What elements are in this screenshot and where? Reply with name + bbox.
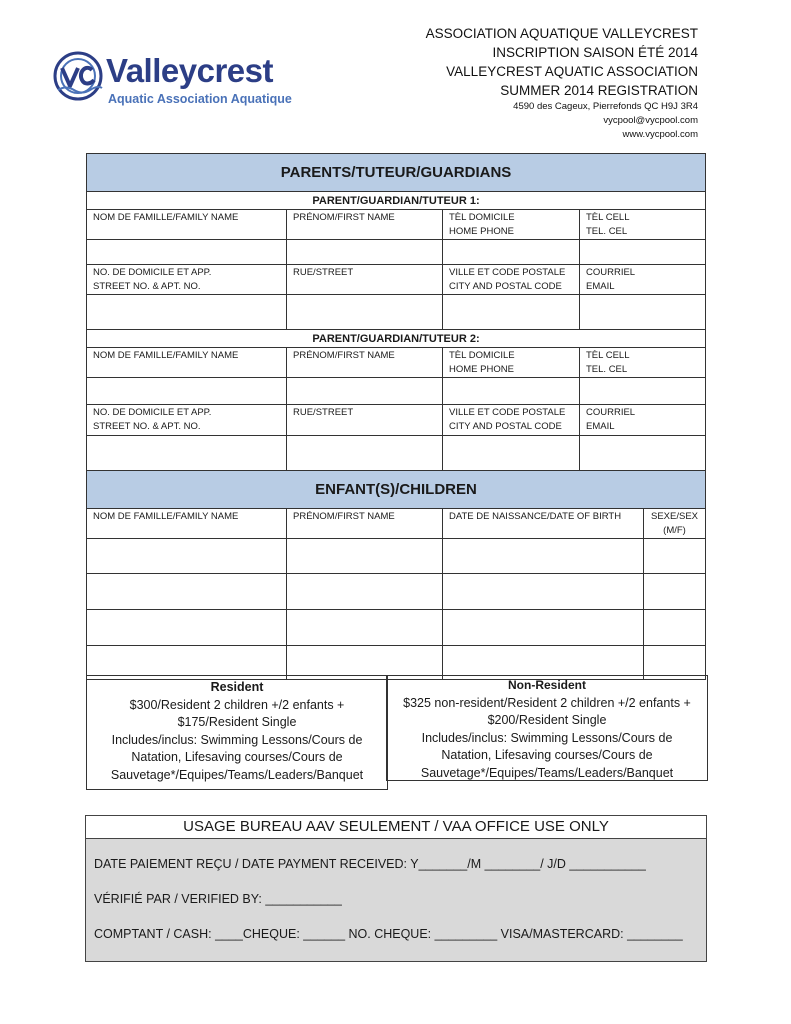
payment-method-line[interactable]: COMPTANT / CASH: ____CHEQUE: ______ NO. CHEQUE: _________ VISA/MASTERCARD: ________	[94, 927, 683, 941]
resident-fee-line: $175/Resident Single	[177, 715, 297, 729]
guardian-1-title: PARENT/GUARDIAN/TUTEUR 1:	[87, 192, 706, 210]
city-label: VILLE ET CODE POSTALE CITY AND POSTAL CODE	[443, 405, 580, 436]
family-name-label: NOM DE FAMILLE/FAMILY NAME	[87, 348, 287, 378]
guardian-1-cell-field[interactable]	[580, 240, 706, 265]
child-sex-label: SEXE/SEX (M/F)	[644, 509, 706, 539]
family-name-label: NOM DE FAMILLE/FAMILY NAME	[87, 210, 287, 240]
registration-form	[86, 153, 706, 680]
guardian-1-family-name-field[interactable]	[87, 240, 287, 265]
first-name-label: PRÉNOM/FIRST NAME	[287, 348, 443, 378]
logo-subtitle: Aquatic Association Aquatique	[108, 92, 292, 106]
child-1-first-name-field[interactable]	[287, 539, 443, 574]
child-3-dob-field[interactable]	[443, 610, 644, 646]
child-1-family-name-field[interactable]	[87, 539, 287, 574]
email-label: COURRIEL EMAIL	[580, 265, 706, 295]
cell-phone-label: TÈL CELL TEL. CEL	[580, 210, 706, 240]
logo-wordmark: Valleycrest	[106, 52, 273, 89]
resident-fee-line: Natation, Lifesaving courses/Cours de	[131, 750, 343, 764]
header-line-4: SUMMER 2014 REGISTRATION	[500, 83, 698, 98]
nonresident-fee-line: $325 non-resident/Resident 2 children +/2 enfants +	[403, 695, 691, 710]
header-address: 4590 des Cageux, Pierrefonds QC H9J 3R4	[513, 101, 698, 112]
office-use-box	[85, 815, 707, 962]
guardian-2-title: PARENT/GUARDIAN/TUTEUR 2:	[87, 330, 706, 348]
children-section-title: ENFANT(S)/CHILDREN	[87, 471, 706, 509]
guardian-2-home-phone-field[interactable]	[443, 378, 580, 405]
child-1-dob-field[interactable]	[443, 539, 644, 574]
guardian-2-first-name-field[interactable]	[287, 378, 443, 405]
guardian-1-home-phone-field[interactable]	[443, 240, 580, 265]
child-2-family-name-field[interactable]	[87, 574, 287, 610]
home-phone-label: TÈL DOMICILE HOME PHONE	[443, 210, 580, 240]
street-no-label: NO. DE DOMICILE ET APP. STREET NO. & APT. NO.	[87, 405, 287, 436]
cell-phone-label: TÈL CELL TEL. CEL	[580, 348, 706, 378]
resident-fee-line: $300/Resident 2 children +/2 enfants +	[129, 697, 345, 712]
header-block	[426, 24, 698, 142]
header-email: vycpool@vycpool.com	[603, 115, 698, 126]
resident-fee-box	[86, 675, 388, 790]
first-name-label: PRÉNOM/FIRST NAME	[287, 210, 443, 240]
resident-fee-title: Resident	[210, 680, 264, 694]
guardian-2-street-field[interactable]	[287, 436, 443, 471]
child-1-sex-field[interactable]	[644, 539, 706, 574]
header-line-2: INSCRIPTION SAISON ÉTÉ 2014	[492, 45, 698, 60]
nonresident-fee-box	[386, 675, 708, 781]
guardian-1-first-name-field[interactable]	[287, 240, 443, 265]
guardian-2-city-field[interactable]	[443, 436, 580, 471]
guardian-2-email-field[interactable]	[580, 436, 706, 471]
guardian-1-street-no-field[interactable]	[87, 295, 287, 330]
street-label: RUE/STREET	[287, 265, 443, 295]
guardian-2-street-no-field[interactable]	[87, 436, 287, 471]
guardian-1-email-field[interactable]	[580, 295, 706, 330]
header-web: www.vycpool.com	[622, 129, 698, 140]
child-3-sex-field[interactable]	[644, 610, 706, 646]
child-3-family-name-field[interactable]	[87, 610, 287, 646]
header-line-3: VALLEYCREST AQUATIC ASSOCIATION	[446, 64, 698, 79]
child-2-first-name-field[interactable]	[287, 574, 443, 610]
child-dob-label: DATE DE NAISSANCE/DATE OF BIRTH	[443, 509, 644, 539]
street-no-label: NO. DE DOMICILE ET APP. STREET NO. & APT. NO.	[87, 265, 287, 295]
resident-fee-line: Sauvetage*/Equipes/Teams/Leaders/Banquet	[110, 767, 364, 782]
nonresident-fee-line: Includes/inclus: Swimming Lessons/Cours de	[421, 730, 673, 745]
street-label: RUE/STREET	[287, 405, 443, 436]
verified-by-line[interactable]: VÉRIFIÉ PAR / VERIFIED BY: ___________	[94, 892, 342, 906]
city-label: VILLE ET CODE POSTALE CITY AND POSTAL CODE	[443, 265, 580, 295]
child-first-name-label: PRÉNOM/FIRST NAME	[287, 509, 443, 539]
child-2-sex-field[interactable]	[644, 574, 706, 610]
child-family-name-label: NOM DE FAMILLE/FAMILY NAME	[87, 509, 287, 539]
child-2-dob-field[interactable]	[443, 574, 644, 610]
logo	[52, 50, 292, 110]
payment-date-line[interactable]: DATE PAIEMENT REÇU / DATE PAYMENT RECEIVED: Y_______/M ________/ J/D ___________	[94, 857, 646, 871]
guardian-2-family-name-field[interactable]	[87, 378, 287, 405]
nonresident-fee-line: Sauvetage*/Equipes/Teams/Leaders/Banquet	[420, 765, 674, 780]
guardian-1-street-field[interactable]	[287, 295, 443, 330]
header-line-1: ASSOCIATION AQUATIQUE VALLEYCREST	[425, 26, 698, 41]
parents-section-title: PARENTS/TUTEUR/GUARDIANS	[87, 154, 706, 192]
nonresident-fee-line: $200/Resident Single	[487, 713, 607, 727]
child-3-first-name-field[interactable]	[287, 610, 443, 646]
nonresident-fee-title: Non-Resident	[508, 678, 586, 692]
wave-logo-icon	[52, 50, 104, 102]
office-use-title: USAGE BUREAU AAV SEULEMENT / VAA OFFICE USE ONLY	[86, 816, 706, 839]
guardian-2-cell-field[interactable]	[580, 378, 706, 405]
guardian-1-city-field[interactable]	[443, 295, 580, 330]
home-phone-label: TÈL DOMICILE HOME PHONE	[443, 348, 580, 378]
email-label: COURRIEL EMAIL	[580, 405, 706, 436]
resident-fee-line: Includes/inclus: Swimming Lessons/Cours de	[111, 732, 363, 747]
nonresident-fee-line: Natation, Lifesaving courses/Cours de	[441, 748, 653, 762]
